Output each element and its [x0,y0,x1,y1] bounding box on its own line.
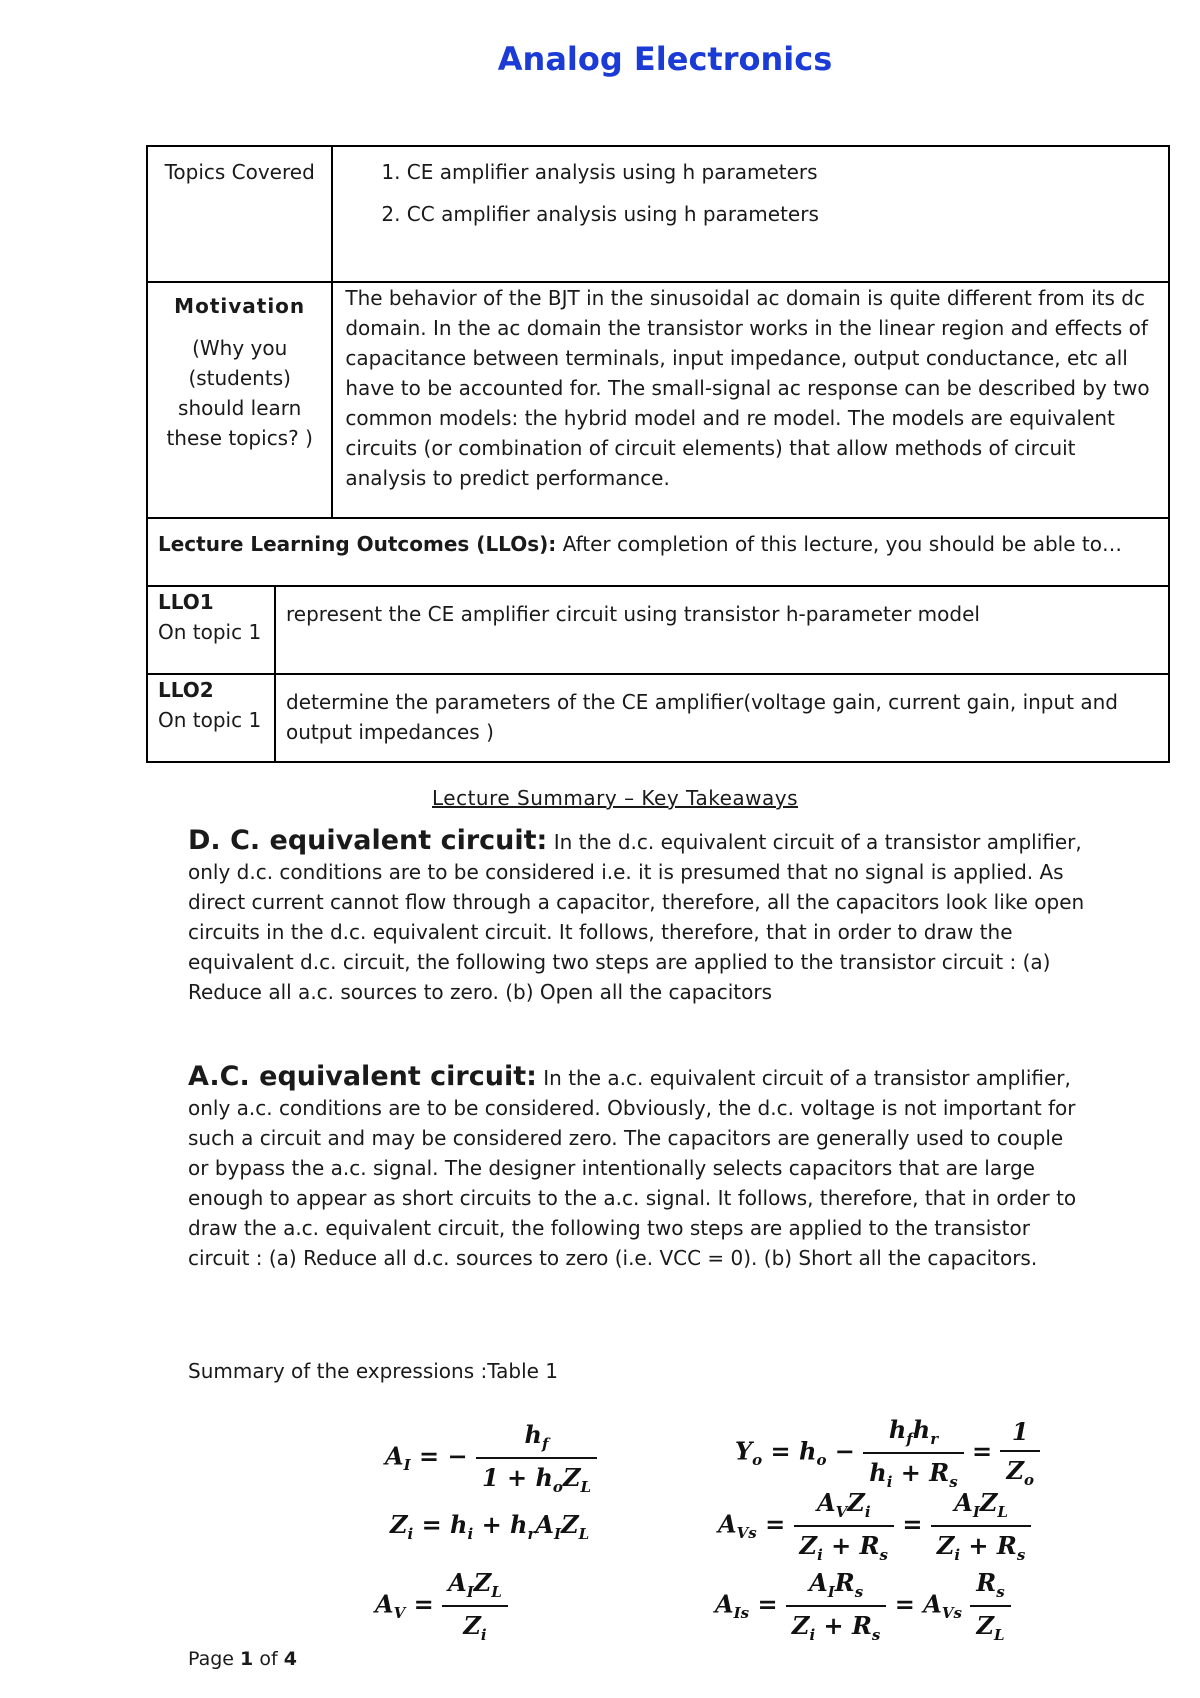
lecture-info-table [146,145,1170,763]
equation-avs: $A_{Vs}$ = $\frac{A_VZ_i}{Z_i + R_s}$ = $\frac{A_IZ_L}{Z_i + R_s}$ [718,1488,1031,1564]
equation-yo: $Y_o = h_o$ − $\frac{h_fh_r}{h_i + R_s}$ = $\frac{1}{Z_o}$ [735,1415,1040,1491]
topic-item: 2. CC amplifier analysis using h parameters [381,202,819,226]
llo-header-text: After completion of this lecture, you should be able to… [556,532,1122,556]
llo2-id: LLO2 [158,678,214,702]
ac-paragraph [188,1062,1088,1273]
motivation-sub: (Why you (students) should learn these topics? ) [166,336,313,450]
page-number: 1 [240,1648,254,1670]
equation-zi: $Z_i = h_i + h_rA_IZ_L$ [390,1510,590,1543]
page-total: 4 [283,1648,297,1670]
summary-title: Lecture Summary – Key Takeaways [432,786,798,810]
llo-header-bold: Lecture Learning Outcomes (LLOs): [158,532,557,556]
ac-heading: A.C. equivalent circuit: [188,1061,537,1092]
dc-paragraph [188,826,1088,1007]
page-title: Analog Electronics [497,40,833,78]
llo1-text: represent the CE amplifier circuit using transistor h-parameter model [275,586,1169,674]
topics-list [332,146,1169,282]
equation-ai: $A_I$ = − $\frac{h_f}{1 + h_oZ_L}$ [385,1420,597,1496]
llo2-id-cell [147,674,275,762]
topic-item: 1. CE amplifier analysis using h parameters [381,160,818,184]
page-footer [188,1648,297,1670]
equation-av: $A_V$ = $\frac{A_IZ_L}{Z_i}$ [375,1568,508,1644]
dc-heading: D. C. equivalent circuit: [188,825,548,856]
llo2-topic: On topic 1 [158,708,262,732]
ac-text: In the a.c. equivalent circuit of a transistor amplifier, only a.c. conditions are to be considered. Obviously, the d.c. voltage is not important for such a circuit and may be considered zero. The capacitors are generally used to couple or bypass the a.c. signal. The designer intentionally selects capacitors that are large enough to appear as short circuits to the a.c. signal. It follows, therefore, that in order to draw the a.c. equivalent circuit, the following two steps are applied to the transistor circuit : (a) Reduce all d.c. sources to zero (i.e. VCC = 0). (b) Short all the capacitors. [188,1066,1077,1270]
table-caption: Summary of the expressions :Table 1 [188,1359,559,1383]
equation-ais: $A_{Is}$ = $\frac{A_IR_s}{Z_i + R_s}$ = $A_{Vs}$ $\frac{R_s}{Z_L}$ [715,1568,1011,1644]
of-word: of [259,1648,278,1670]
llo2-text: determine the parameters of the CE amplifier(voltage gain, current gain, input and output impedances ) [275,674,1169,762]
llo1-id: LLO1 [158,590,214,614]
llo1-id-cell [147,586,275,674]
motivation-text: The behavior of the BJT in the sinusoidal ac domain is quite different from its dc domain. In the ac domain the transistor works in the linear region and effects of capacitance between terminals, input impedance, output conductance, etc all have to be accounted for. The small-signal ac response can be described by two common models: the hybrid model and re model. The models are equivalent circuits (or combination of circuit elements) that allow methods of circuit analysis to predict performance. [332,282,1169,518]
motivation-label: Motivation [174,294,306,318]
motivation-label-cell [147,282,332,518]
page-word: Page [188,1648,234,1670]
llo1-topic: On topic 1 [158,620,262,644]
topics-label: Topics Covered [147,146,332,282]
dc-text: In the d.c. equivalent circuit of a transistor amplifier, only d.c. conditions are to be considered i.e. it is presumed that no signal is applied. As direct current cannot flow through a capacitor, therefore, all the capacitors look like open circuits in the d.c. equivalent circuit. It follows, therefore, that in order to draw the equivalent d.c. circuit, the following two steps are applied to the transistor circuit : (a) Reduce all a.c. sources to zero. (b) Open all the capacitors [188,830,1085,1004]
llo-header [147,518,1169,586]
